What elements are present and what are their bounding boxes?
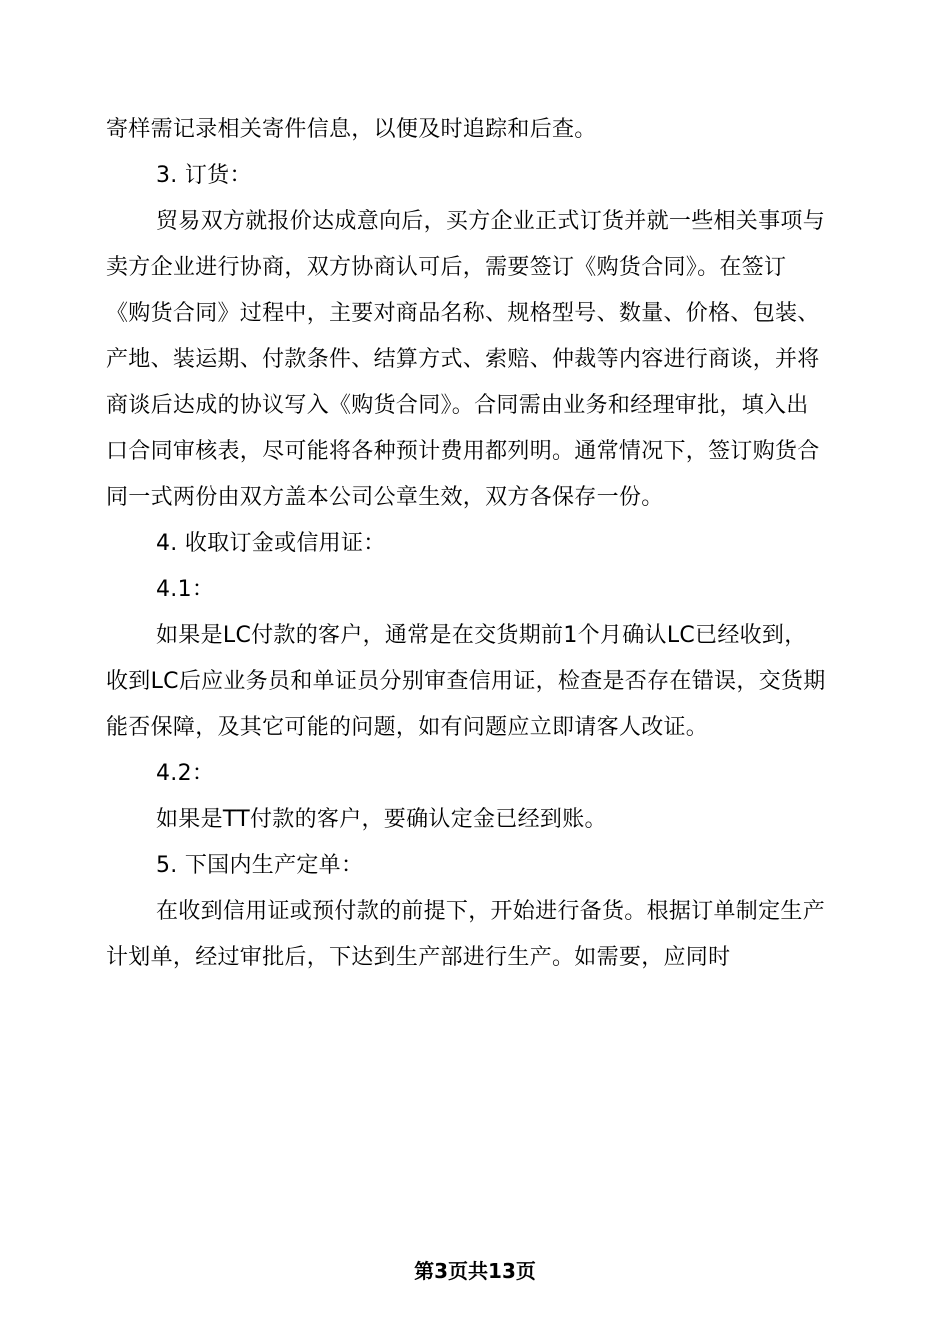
page-number-footer: 第3页共13页: [414, 1259, 536, 1283]
body-text-line: 如果是TT付款的客户，要确认定金已经到账。: [156, 807, 607, 832]
body-text-line: 在收到信用证或预付款的前提下，开始进行备货。根据订单制定生产: [156, 899, 826, 924]
subsection-heading-4-2: 4.2：: [156, 761, 215, 786]
body-text-line: 口合同审核表，尽可能将各种预计费用都列明。通常情况下，签订购货合: [106, 439, 820, 464]
body-text-line: 贸易双方就报价达成意向后，买方企业正式订货并就一些相关事项与: [156, 209, 826, 234]
body-text-line: 如果是LC付款的客户，通常是在交货期前1个月确认LC已经收到，: [156, 623, 807, 648]
body-text-line: 能否保障，及其它可能的问题，如有问题应立即请客人改证。: [106, 715, 709, 740]
body-text-line: 商谈后达成的协议写入《购货合同》。合同需由业务和经理审批，填入出: [106, 393, 809, 418]
body-text-line: 《购货合同》过程中，主要对商品名称、规格型号、数量、价格、包装、: [106, 301, 820, 326]
body-text-line: 卖方企业进行协商，双方协商认可后，需要签订《购货合同》。在签订: [106, 255, 787, 280]
section-heading-deposit: 4. 收取订金或信用证：: [156, 531, 386, 556]
body-text-line: 计划单，经过审批后，下达到生产部进行生产。如需要，应同时: [106, 945, 731, 970]
body-text-line: 同一式两份由双方盖本公司公章生效，双方各保存一份。: [106, 485, 664, 510]
body-text-line: 寄样需记录相关寄件信息，以便及时追踪和后查。: [106, 117, 597, 142]
section-heading-production-order: 5. 下国内生产定单：: [156, 853, 364, 878]
body-text-line: 产地、装运期、付款条件、结算方式、索赔、仲裁等内容进行商谈，并将: [106, 347, 820, 372]
subsection-heading-4-1: 4.1：: [156, 577, 215, 602]
body-text-line: 收到LC后应业务员和单证员分别审查信用证，检查是否存在错误，交货期: [106, 669, 826, 694]
section-heading-ordering: 3. 订货：: [156, 163, 252, 188]
